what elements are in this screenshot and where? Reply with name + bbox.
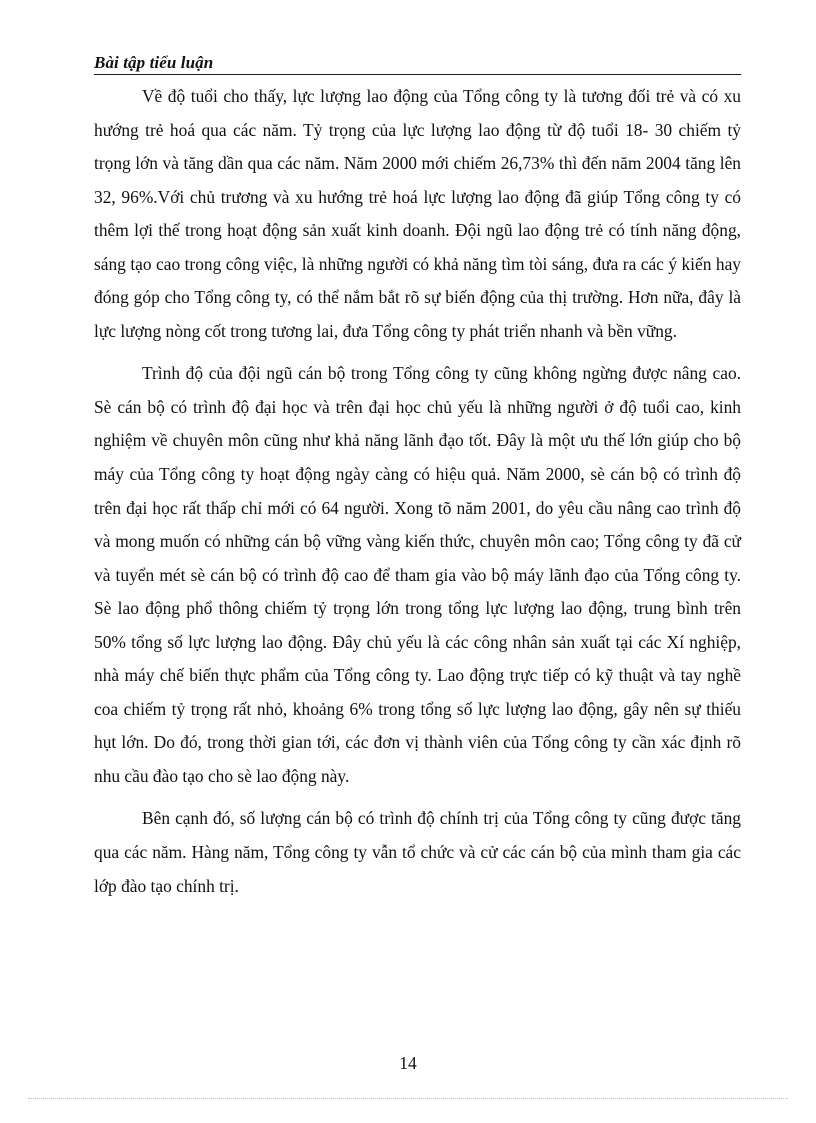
page-number: 14	[399, 1053, 417, 1073]
page-header	[94, 52, 741, 75]
paragraph-staff-qualification: Trình độ của đội ngũ cán bộ trong Tổng công ty cũng không ngừng được nâng cao. Sè cán bộ có trình độ đại học và trên đại học chủ yếu là những người ở độ tuổi cao, kinh nghiệm về chuyên môn cũng như khả năng lãnh đạo tốt. Đây là một ưu thế lớn giúp cho bộ máy của Tổng công ty hoạt động ngày càng có hiệu quả. Năm 2000, sè cán bộ có trình độ trên đại học rất thấp chỉ mới có 64 người. Xong tõ năm 2001, do yêu cầu nâng cao trình độ và mong muốn có những cán bộ vững vàng kiến thức, chuyên môn cao; Tổng công ty đã cử và tuyển mét sè cán bộ có trình độ cao để tham gia vào bộ máy lãnh đạo của Tổng công ty. Sè lao động phổ thông chiếm tỷ trọng lớn trong tổng lực lượng lao động, trung bình trên 50% tổng số lực lượng lao động. Đây chủ yếu là các công nhân sản xuất tại các Xí nghiệp, nhà máy chế biến thực phẩm của Tổng công ty. Lao động trực tiếp có kỹ thuật và tay nghề coa chiếm tỷ trọng rất nhỏ, khoảng 6% trong tổng số lực lượng lao động, gây nên sự thiếu hụt lớn. Do đó, trong thời gian tới, các đơn vị thành viên của Tổng công ty cần xác định rõ nhu cầu đào tạo cho sè lao động này.	[94, 363, 741, 786]
document-body	[94, 80, 741, 903]
header-title: Bài tập tiểu luận	[94, 53, 214, 72]
footer-divider	[28, 1098, 788, 1099]
paragraph-political-training: Bên cạnh đó, số lượng cán bộ có trình độ chính trị của Tổng công ty cũng được tăng qua các năm. Hàng năm, Tổng công ty vẫn tổ chức và cử các cán bộ của mình tham gia các lớp đào tạo chính trị.	[94, 808, 741, 896]
paragraph-age-structure: Về độ tuổi cho thấy, lực lượng lao động của Tổng công ty là tương đối trẻ và có xu hướng trẻ hoá qua các năm. Tỷ trọng của lực lượng lao động từ độ tuổi 18- 30 chiếm tỷ trọng lớn và tăng dần qua các năm. Năm 2000 mới chiếm 26,73% thì đến năm 2004 tăng lên 32, 96%.Với chủ trương và xu hướng trẻ hoá lực lượng lao động đã giúp Tổng công ty có thêm lợi thế trong hoạt động sản xuất kinh doanh. Đội ngũ lao động trẻ có tính năng động, sáng tạo cao trong công việc, là những người có khả năng tìm tòi sáng, đưa ra các ý kiến hay đóng góp cho Tổng công ty, có thể nắm bắt rõ sự biến động của thị trường. Hơn nữa, đây là lực lượng nòng cốt trong tương lai, đưa Tổng công ty phát triển nhanh và bền vững.	[94, 86, 741, 341]
